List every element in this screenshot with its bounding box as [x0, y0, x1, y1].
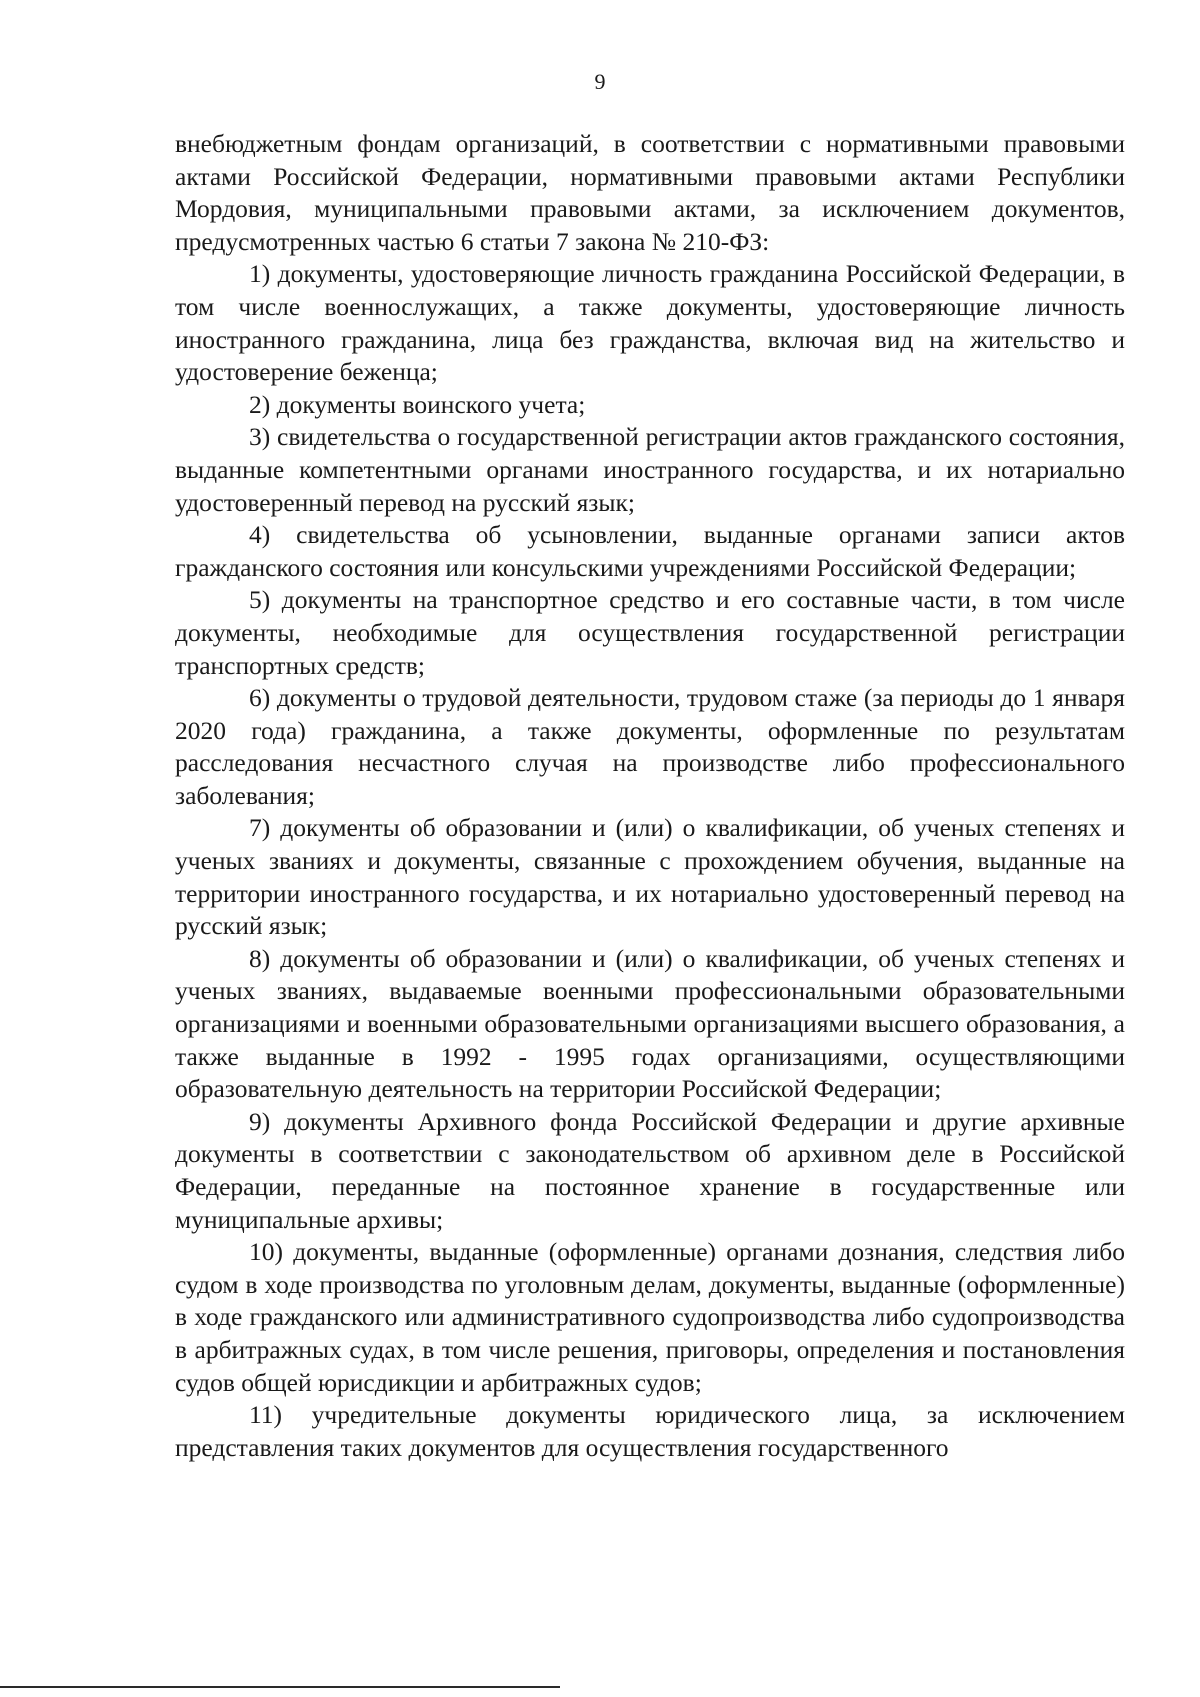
page-number: 9 [594, 69, 606, 94]
list-item-3: 3) свидетельства о государственной регистрации актов гражданского состояния, выданные компетентными органами иностранного государства, и их нотариально удостоверенный перевод на русский язык; [175, 422, 1125, 517]
document-body [175, 128, 1125, 1464]
list-item-4: 4) свидетельства об усыновлении, выданные органами записи актов гражданского состояния или консульскими учреждениями Российской Федерации; [175, 520, 1125, 582]
list-item-2: 2) документы воинского учета; [249, 389, 586, 419]
list-item-7: 7) документы об образовании и (или) о квалификации, об ученых степенях и ученых званиях и документы, связанные с прохождением обучения, выданные на территории иностранного государства, и их нотариально удостоверенный перевод на русский язык; [175, 813, 1125, 941]
list-item-9: 9) документы Архивного фонда Российской Федерации и другие архивные документы в соответствии с законодательством об архивном деле в Российской Федерации, переданные на постоянное хранение в государственные или муниципальные архивы; [175, 1106, 1125, 1234]
list-item-11: 11) учредительные документы юридического лица, за исключением представления таких документов для осуществления государственного [175, 1400, 1125, 1462]
list-item-8: 8) документы об образовании и (или) о квалификации, об ученых степенях и ученых званиях, выдаваемые военными профессиональными образовательными организациями и военными образовательными организациями высшего образования, а также выданные в 1992 - 1995 годах организациями, осуществляющими образовательную деятельность на территории Российской Федерации; [175, 943, 1125, 1104]
paragraph-intro-continuation: внебюджетным фондам организаций, в соответствии с нормативными правовыми актами Российской Федерации, нормативными правовыми актами Республики Мордовия, муниципальными правовыми актами, за исключением документов, предусмотренных частью 6 статьи 7 закона № 210-ФЗ: [175, 129, 1125, 256]
list-item-6: 6) документы о трудовой деятельности, трудовом стаже (за периоды до 1 января 2020 года) гражданина, а также документы, оформленные по результатам расследования несчастного случая на производстве либо профессионального заболевания; [175, 683, 1125, 810]
list-item-1: 1) документы, удостоверяющие личность гражданина Российской Федерации, в том числе военнослужащих, а также документы, удостоверяющие личность иностранного гражданина, лица без гражданства, включая вид на жительство и удостоверение беженца; [175, 259, 1125, 387]
list-item-10: 10) документы, выданные (оформленные) органами дознания, следствия либо судом в ходе производства по уголовным делам, документы, выданные (оформленные) в ходе гражданского или административного судопроизводства либо судопроизводства в арбитражных судах, в том числе решения, приговоры, определения и постановления судов общей юрисдикции и арбитражных судов; [175, 1237, 1125, 1397]
footer-divider [0, 1686, 560, 1688]
list-item-5: 5) документы на транспортное средство и его составные части, в том числе документы, необходимые для осуществления государственной регистрации транспортных средств; [175, 585, 1125, 680]
